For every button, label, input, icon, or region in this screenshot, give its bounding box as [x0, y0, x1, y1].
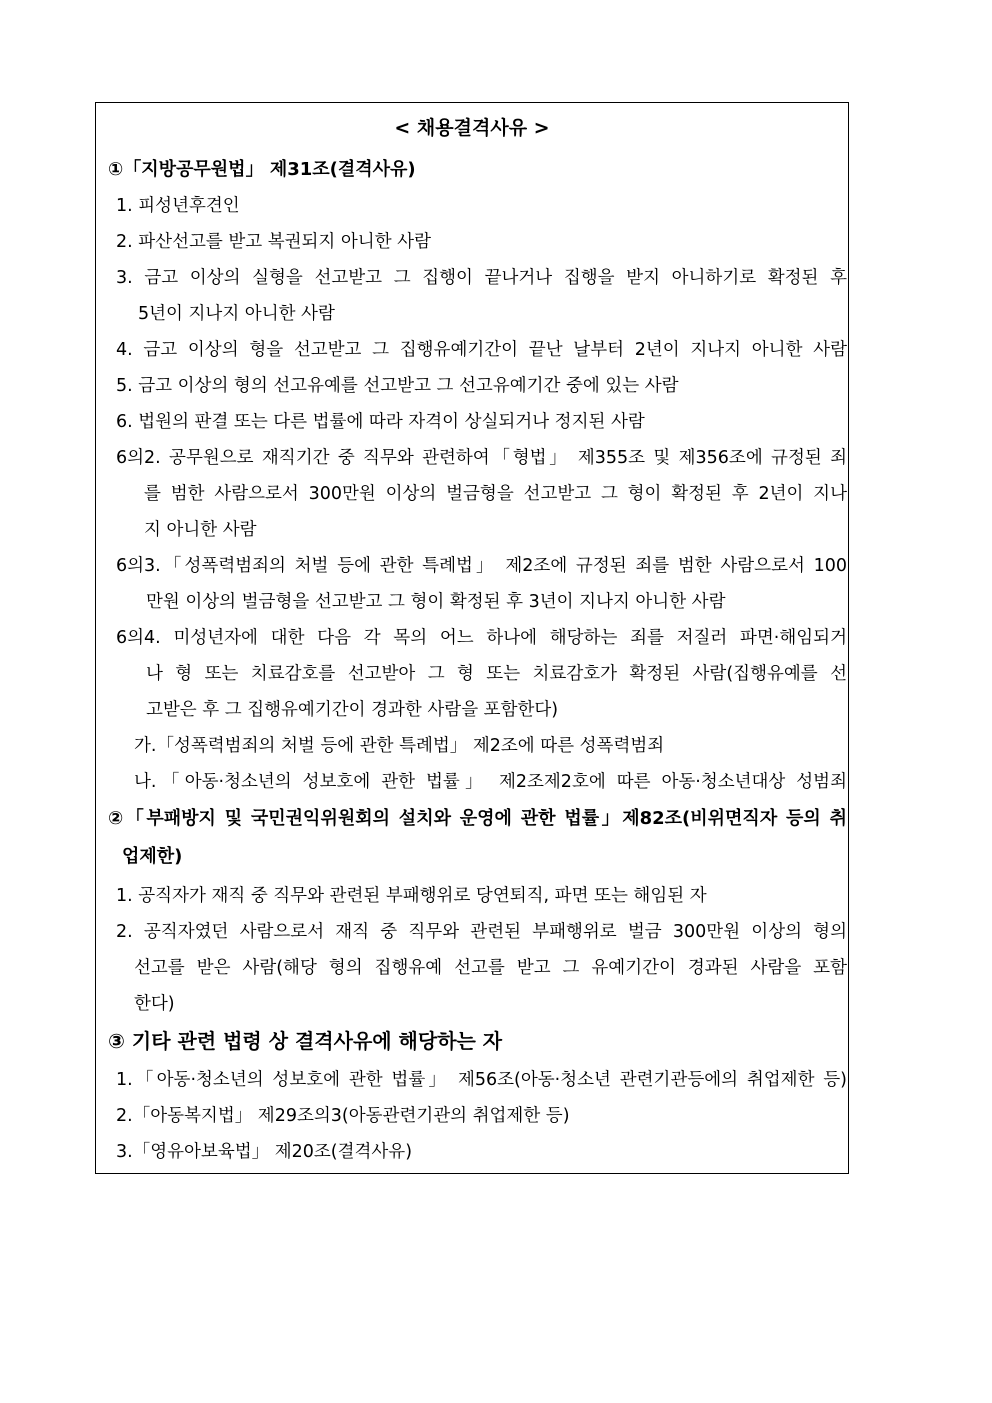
section2-heading-cont: 업제한)	[122, 846, 183, 867]
list-item: 3. 금고 이상의 실형을 선고받고 그 집행이 끝나거나 집행을 받지 아니하기로 확정된 후	[116, 268, 847, 288]
list-item: 5. 금고 이상의 형의 선고유예를 선고받고 그 선고유예기간 중에 있는 사람	[116, 376, 679, 396]
list-item-cont: 나 형 또는 치료감호를 선고받아 그 형 또는 치료감호가 확정된 사람(집행유예를 선	[146, 664, 847, 684]
sub-item: 나.「아동·청소년의 성보호에 관한 법률」 제2조제2호에 따른 아동·청소년대상 성범죄	[134, 772, 847, 792]
list-item-cont: 한다)	[134, 994, 175, 1014]
doc-title: < 채용결격사유 >	[394, 117, 550, 139]
list-item: 6의2. 공무원으로 재직기간 중 직무와 관련하여「형법」 제355조 및 제356조에 규정된 죄	[116, 448, 847, 468]
section3-heading: ③ 기타 관련 법령 상 결격사유에 해당하는 자	[108, 1029, 503, 1053]
list-item: 1.「아동·청소년의 성보호에 관한 법률」 제56조(아동·청소년 관련기관등에의 취업제한 등)	[116, 1070, 847, 1090]
list-item: 2.「아동복지법」 제29조의3(아동관련기관의 취업제한 등)	[116, 1106, 570, 1126]
list-item: 6. 법원의 판결 또는 다른 법률에 따라 자격이 상실되거나 정지된 사람	[116, 412, 645, 432]
list-item: 3.「영유아보육법」 제20조(결격사유)	[116, 1142, 413, 1162]
list-item-cont: 선고를 받은 사람(해당 형의 집행유예 선고를 받고 그 유예기간이 경과된 사람을 포함	[134, 958, 847, 978]
section2-heading: ②「부패방지 및 국민권익위원회의 설치와 운영에 관한 법률」제82조(비위면직자 등의 취	[108, 808, 847, 829]
list-item-cont: 만원 이상의 벌금형을 선고받고 그 형이 확정된 후 3년이 지나지 아니한 사람	[146, 592, 726, 612]
list-item: 4. 금고 이상의 형을 선고받고 그 집행유예기간이 끝난 날부터 2년이 지나지 아니한 사람	[116, 340, 847, 360]
list-item: 2. 파산선고를 받고 복권되지 아니한 사람	[116, 232, 431, 252]
sub-item: 가.「성폭력범죄의 처벌 등에 관한 특례법」 제2조에 따른 성폭력범죄	[134, 736, 665, 756]
list-item: 1. 피성년후견인	[116, 196, 240, 216]
list-item: 1. 공직자가 재직 중 직무와 관련된 부패행위로 당연퇴직, 파면 또는 해임된 자	[116, 886, 707, 906]
list-item-cont: 5년이 지나지 아니한 사람	[138, 304, 335, 324]
list-item: 2. 공직자였던 사람으로서 재직 중 직무와 관련된 부패행위로 벌금 300만원 이상의 형의	[116, 922, 847, 942]
list-item-cont: 를 범한 사람으로서 300만원 이상의 벌금형을 선고받고 그 형이 확정된 후 2년이 지나	[144, 484, 847, 504]
list-item-cont: 고받은 후 그 집행유예기간이 경과한 사람을 포함한다)	[146, 700, 559, 720]
list-item: 6의3.「성폭력범죄의 처벌 등에 관한 특례법」 제2조에 규정된 죄를 범한 사람으로서 100	[116, 556, 847, 576]
list-item: 6의4. 미성년자에 대한 다음 각 목의 어느 하나에 해당하는 죄를 저질러 파면·해임되거	[116, 628, 847, 648]
disqualification-box	[95, 102, 849, 1174]
section1-heading: ①「지방공무원법」 제31조(결격사유)	[108, 159, 416, 180]
list-item-cont: 지 아니한 사람	[144, 520, 257, 540]
